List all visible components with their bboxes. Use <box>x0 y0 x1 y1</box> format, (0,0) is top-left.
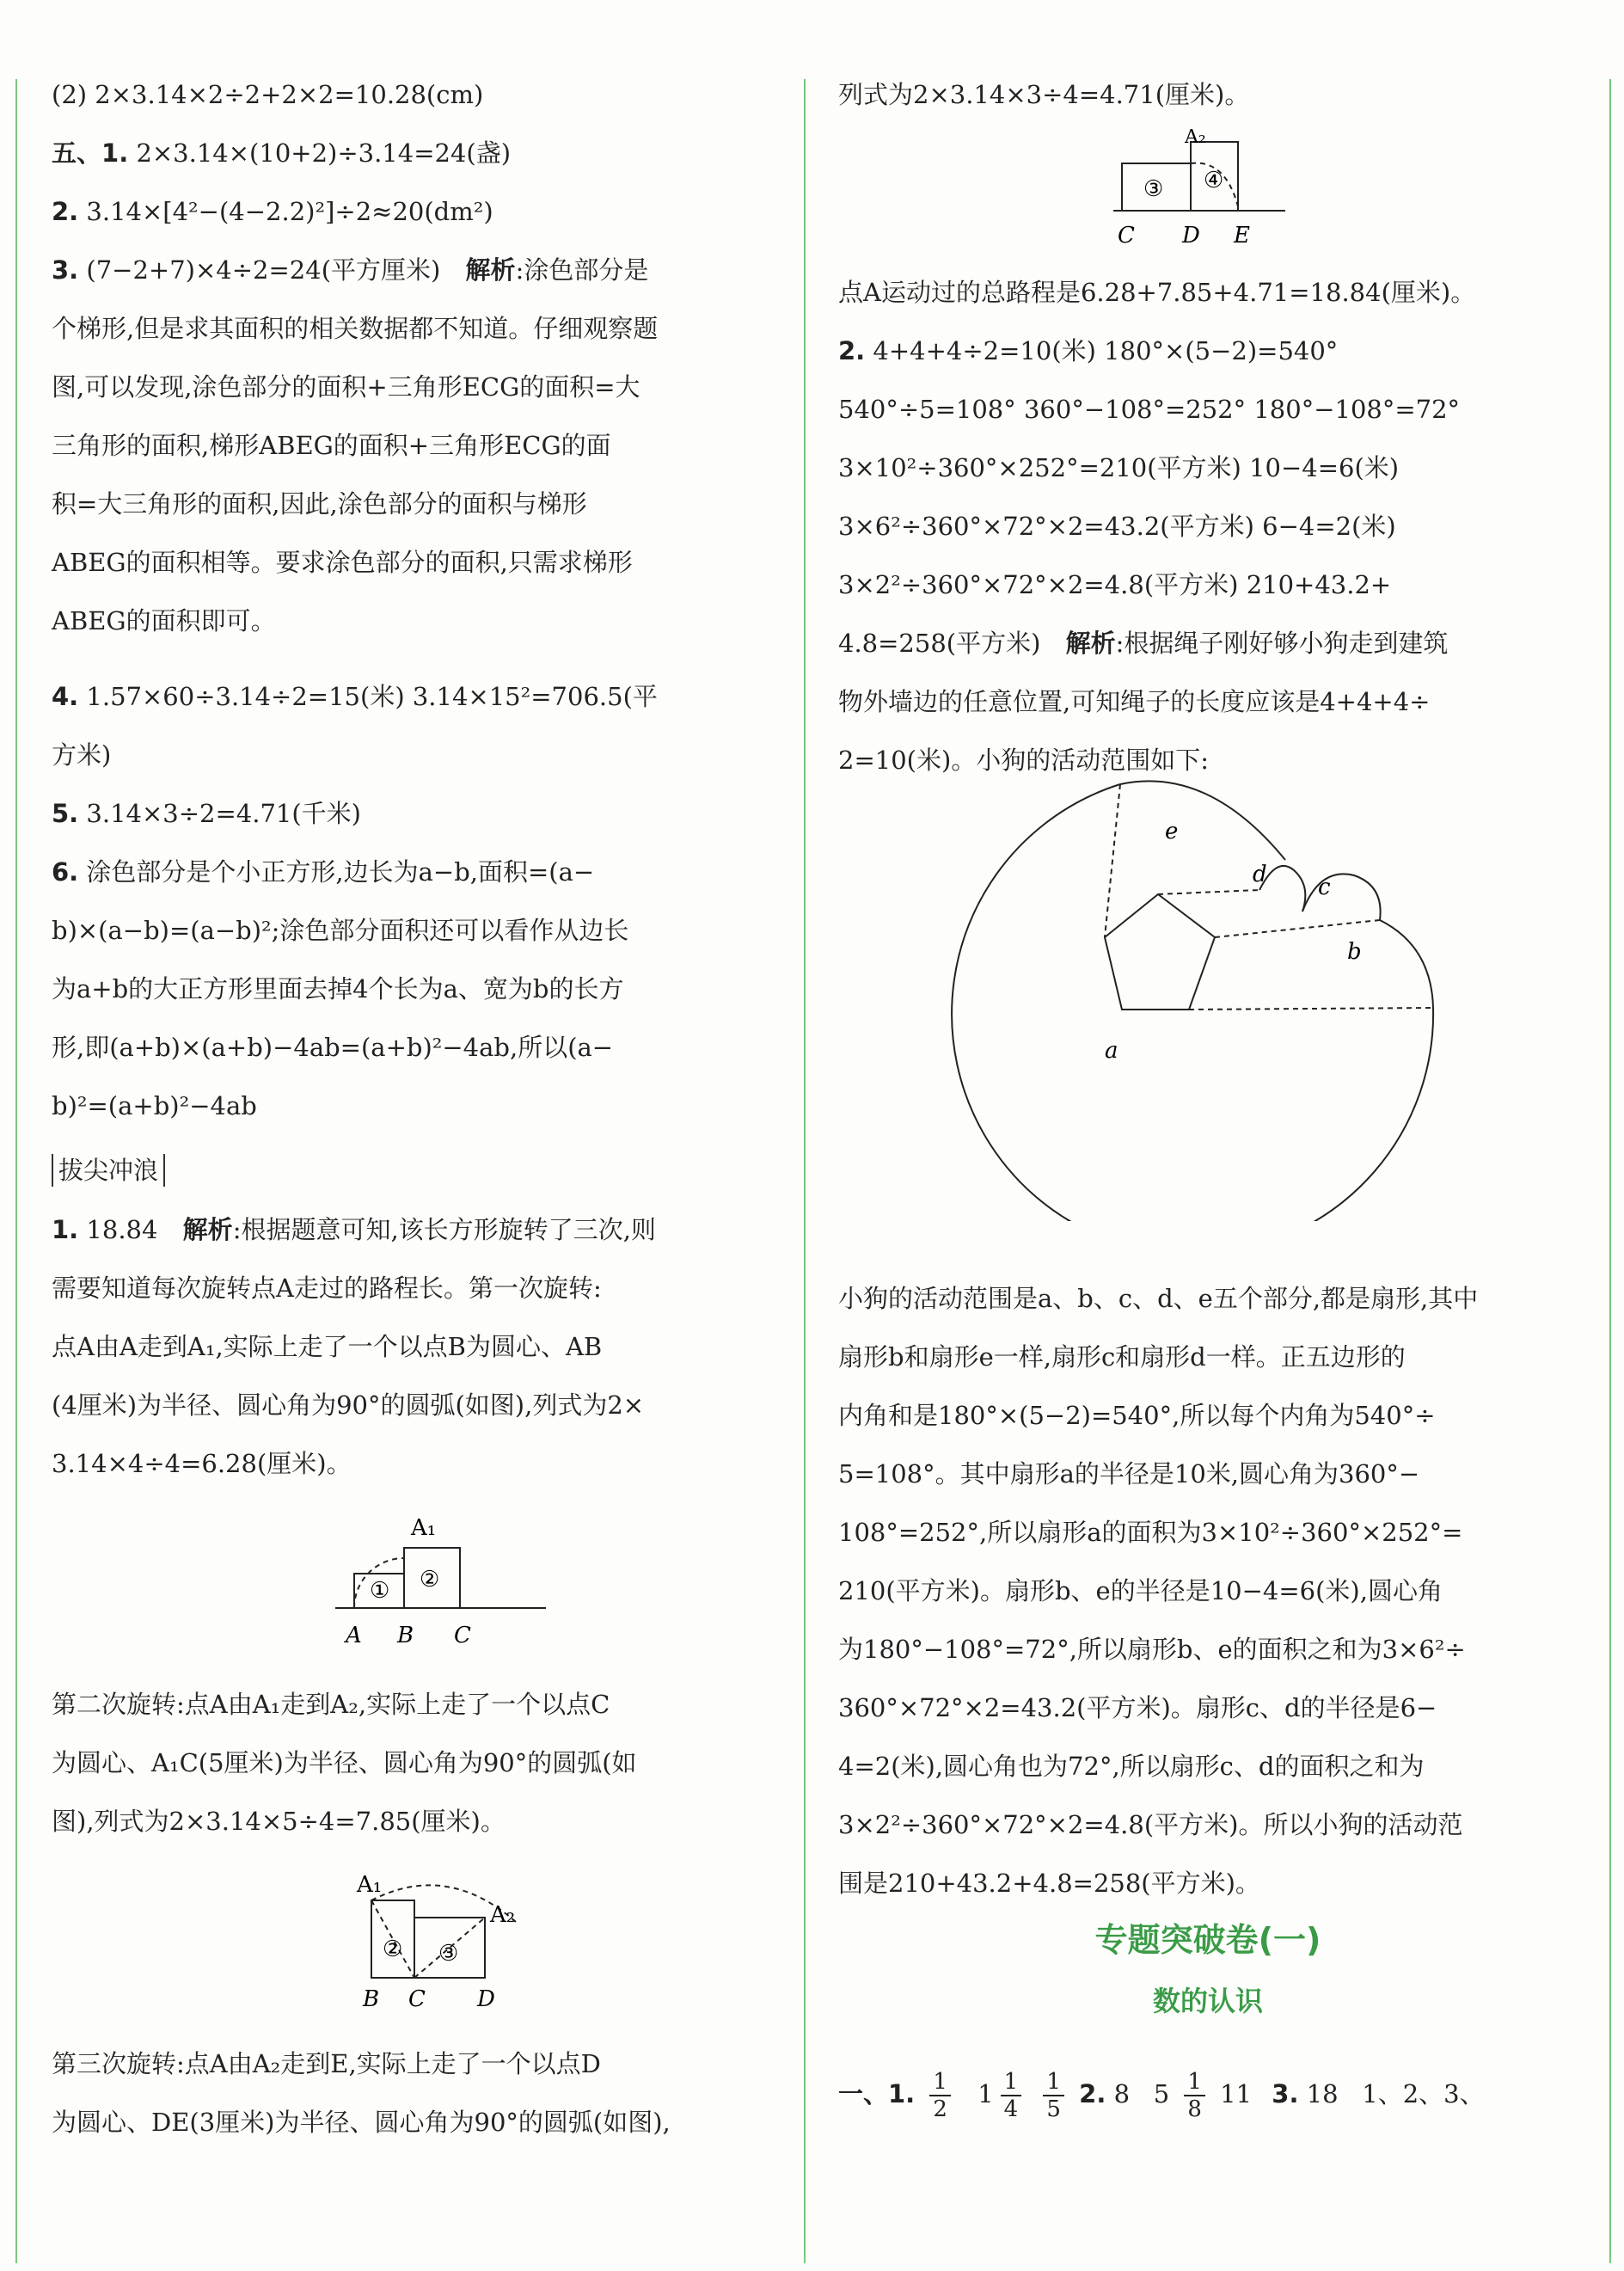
answer-line: 第二次旋转:点A由A₁走到A₂,实际上走了一个以点C <box>52 1690 610 1719</box>
answer-line: (2) 2×3.14×2÷2+2×2=10.28(cm) <box>52 80 484 109</box>
label-c: C <box>454 1623 471 1648</box>
answer-line: 为180°−108°=72°,所以扇形b、e的面积之和为3×6²÷ <box>838 1635 1466 1664</box>
answer-line <box>52 796 361 831</box>
answer-line: 108°=252°,所以扇形a的面积为3×10²÷360°×252°= <box>838 1518 1463 1547</box>
section-tag: 拔尖冲浪 <box>52 1154 165 1187</box>
answer-line: ABEG的面积即可。 <box>52 606 276 635</box>
label-e: e <box>1165 819 1179 844</box>
dog-range-figure <box>950 774 1449 1221</box>
answer-line: 为圆心、A₁C(5厘米)为半径、圆心角为90°的圆弧(如 <box>52 1748 637 1777</box>
answer-value: 18.84 <box>86 1215 158 1244</box>
label-circle-2: ② <box>383 1936 403 1962</box>
analysis-label: 解析 <box>1065 629 1116 658</box>
answer-line: 小狗的活动范围是a、b、c、d、e五个部分,都是扇形,其中 <box>838 1284 1479 1313</box>
section-number: 五、 <box>52 138 102 168</box>
answer-line <box>52 136 511 170</box>
label-a1: A₁ <box>411 1515 437 1541</box>
answer-text: 3.14×[4²−(4−2.2)²]÷2≈20(dm²) <box>86 197 493 226</box>
answer-line: 三角形的面积,梯形ABEG的面积+三角形ECG的面 <box>52 431 611 460</box>
question-number: 1. <box>52 1215 79 1244</box>
question-number: 5. <box>52 799 79 828</box>
label-b: B <box>397 1623 414 1648</box>
right-column-rule <box>1609 79 1611 2263</box>
label-b: B <box>363 1986 380 2012</box>
center-column-rule <box>804 79 806 2263</box>
analysis-label: 解析 <box>182 1215 233 1244</box>
question-number: 2. <box>1079 2079 1106 2108</box>
fraction: $\frac{1}{2}$ <box>929 2069 951 2122</box>
answer-text: 11 <box>1220 2079 1253 2108</box>
answer-line: 4=2(米),圆心角也为72°,所以扇形c、d的面积之和为 <box>838 1752 1425 1781</box>
label-a2: A₂ <box>490 1902 516 1928</box>
answer-line <box>52 679 658 714</box>
label-d: d <box>1253 862 1267 887</box>
answer-line: 3. (7−2+7)×4÷2=24(平方厘米) 解析:涂色部分是 <box>52 255 649 285</box>
label-circle-2: ② <box>420 1567 440 1593</box>
answer-line: 个梯形,但是求其面积的相关数据都不知道。仔细观察题 <box>52 314 659 343</box>
answer-line: 点A运动过的总路程是6.28+7.85+4.71=18.84(厘米)。 <box>838 278 1476 307</box>
answer-text: (7−2+7)×4÷2=24(平方厘米) <box>86 255 441 285</box>
label-d: D <box>477 1986 495 2012</box>
answer-line: 为圆心、DE(3厘米)为半径、圆心角为90°的圆弧(如图), <box>52 2108 671 2137</box>
question-number: 1. <box>101 138 129 168</box>
answer-line: 形,即(a+b)×(a+b)−4ab=(a+b)²−4ab,所以(a− <box>52 1033 614 1062</box>
rotation-figure-1 <box>318 1513 576 1660</box>
answer-line: 第三次旋转:点A由A₂走到E,实际上走了一个以点D <box>52 2049 601 2078</box>
answer-line: 3×10²÷360°×252°=210(平方米) 10−4=6(米) <box>838 453 1400 482</box>
answer-line: b)×(a−b)=(a−b)²;涂色部分面积还可以看作从边长 <box>52 916 629 945</box>
label-b: b <box>1347 939 1362 965</box>
answer-line: 内角和是180°×(5−2)=540°,所以每个内角为540°÷ <box>838 1401 1436 1430</box>
mixed-whole: 1 <box>977 2079 994 2108</box>
label-a2: A₂ <box>1185 129 1206 148</box>
label-a1: A₁ <box>357 1872 383 1898</box>
answer-line: 5=108°。其中扇形a的半径是10米,圆心角为360°− <box>838 1459 1420 1488</box>
fraction: $\frac{1}{5}$ <box>1043 2069 1064 2122</box>
section-subtitle: 数的认识 <box>1152 1985 1263 2017</box>
answer-line <box>838 2064 1485 2124</box>
answer-line: (4厘米)为半径、圆心角为90°的圆弧(如图),列式为2× <box>52 1390 645 1420</box>
label-circle-1: ① <box>370 1578 390 1604</box>
answer-line: 3.14×4÷4=6.28(厘米)。 <box>52 1449 352 1478</box>
label-a: a <box>1105 1038 1118 1064</box>
rotation-figure-2 <box>318 1862 593 2016</box>
answer-line: 图,可以发现,涂色部分的面积+三角形ECG的面积=大 <box>52 372 640 402</box>
section-title: 专题突破卷(一) <box>1094 1921 1321 1959</box>
question-number: 一、1. <box>838 2079 916 2108</box>
answer-line: 扇形b和扇形e一样,扇形c和扇形d一样。正五边形的 <box>838 1342 1406 1372</box>
answer-text: 涂色部分是 <box>524 255 649 285</box>
label-circle-4: ④ <box>1204 168 1224 193</box>
label-c: c <box>1318 875 1331 900</box>
answer-line: 图),列式为2×3.14×5÷4=7.85(厘米)。 <box>52 1807 506 1836</box>
question-number: 2. <box>838 336 866 365</box>
label-e: E <box>1234 223 1250 249</box>
answer-line: 210(平方米)。扇形b、e的半径是10−4=6(米),圆心角 <box>838 1576 1443 1605</box>
label-c: C <box>1118 223 1135 249</box>
answer-line: 围是210+43.2+4.8=258(平方米)。 <box>838 1869 1260 1898</box>
answer-line: 360°×72°×2=43.2(平方米)。扇形c、d的半径是6− <box>838 1693 1437 1722</box>
answer-text: 3.14×3÷2=4.71(千米) <box>86 799 361 828</box>
answer-line: 3×2²÷360°×72°×2=4.8(平方米) 210+43.2+ <box>838 570 1392 599</box>
answer-line: 2=10(米)。小狗的活动范围如下: <box>838 746 1210 775</box>
question-number: 4. <box>52 682 79 711</box>
answer-line <box>52 855 594 889</box>
answer-line <box>838 334 1338 368</box>
answer-line <box>52 194 493 229</box>
answer-line: 积=大三角形的面积,因此,涂色部分的面积与梯形 <box>52 489 587 519</box>
label-circle-3: ③ <box>438 1941 459 1967</box>
answer-line: 4.8=258(平方米) 解析:根据绳子刚好够小狗走到建筑 <box>838 629 1449 658</box>
answer-text: 18 1、2、3、 <box>1306 2079 1485 2108</box>
answer-line: 列式为2×3.14×3÷4=4.71(厘米)。 <box>838 80 1250 109</box>
answer-line: 3×6²÷360°×72°×2=43.2(平方米) 6−4=2(米) <box>838 512 1396 541</box>
question-number: 6. <box>52 857 79 887</box>
question-number: 3. <box>52 255 79 285</box>
answer-line: 540°÷5=108° 360°−108°=252° 180°−108°=72° <box>838 395 1461 424</box>
answer-text: 根据题意可知,该长方形旋转了三次,则 <box>241 1215 656 1244</box>
answer-text: 2×3.14×(10+2)÷3.14=24(盏) <box>136 138 512 168</box>
answer-line: ABEG的面积相等。要求涂色部分的面积,只需求梯形 <box>52 548 633 577</box>
question-number: 3. <box>1272 2079 1299 2108</box>
answer-line: 需要知道每次旋转点A走过的路程长。第一次旋转: <box>52 1274 602 1303</box>
answer-line: 方米) <box>52 740 112 770</box>
answer-line: 物外墙边的任意位置,可知绳子的长度应该是4+4+4÷ <box>838 687 1431 716</box>
label-d: D <box>1182 223 1200 249</box>
left-column-rule <box>15 79 17 2263</box>
analysis-label: 解析 <box>465 255 516 285</box>
answer-line: 1. 18.84 解析:根据题意可知,该长方形旋转了三次,则 <box>52 1215 656 1244</box>
question-number: 2. <box>52 197 79 226</box>
rotation-figure-3 <box>1113 129 1285 249</box>
answer-line: 3×2²÷360°×72°×2=4.8(平方米)。所以小狗的活动范 <box>838 1810 1463 1839</box>
label-c: C <box>408 1986 426 2012</box>
answer-text: 涂色部分是个小正方形,边长为a−b,面积=(a− <box>86 857 595 887</box>
answer-line: 点A由A走到A₁,实际上走了一个以点B为圆心、AB <box>52 1332 603 1361</box>
answer-text: 1.57×60÷3.14÷2=15(米) 3.14×15²=706.5(平 <box>86 682 658 711</box>
answer-text: 4.8=258(平方米) <box>838 629 1041 658</box>
answer-line: b)²=(a+b)²−4ab <box>52 1091 257 1120</box>
answer-text: 根据绳子刚好够小狗走到建筑 <box>1124 629 1449 658</box>
label-circle-3: ③ <box>1143 176 1164 202</box>
fraction: $\frac{1}{8}$ <box>1184 2069 1205 2122</box>
label-a: A <box>346 1623 362 1648</box>
answer-text: 8 5 <box>1113 2079 1170 2108</box>
fraction: $\frac{1}{4}$ <box>1001 2069 1022 2122</box>
answer-text: 4+4+4÷2=10(米) 180°×(5−2)=540° <box>873 336 1339 365</box>
answer-line: 为a+b的大正方形里面去掉4个长为a、宽为b的长方 <box>52 974 624 1004</box>
